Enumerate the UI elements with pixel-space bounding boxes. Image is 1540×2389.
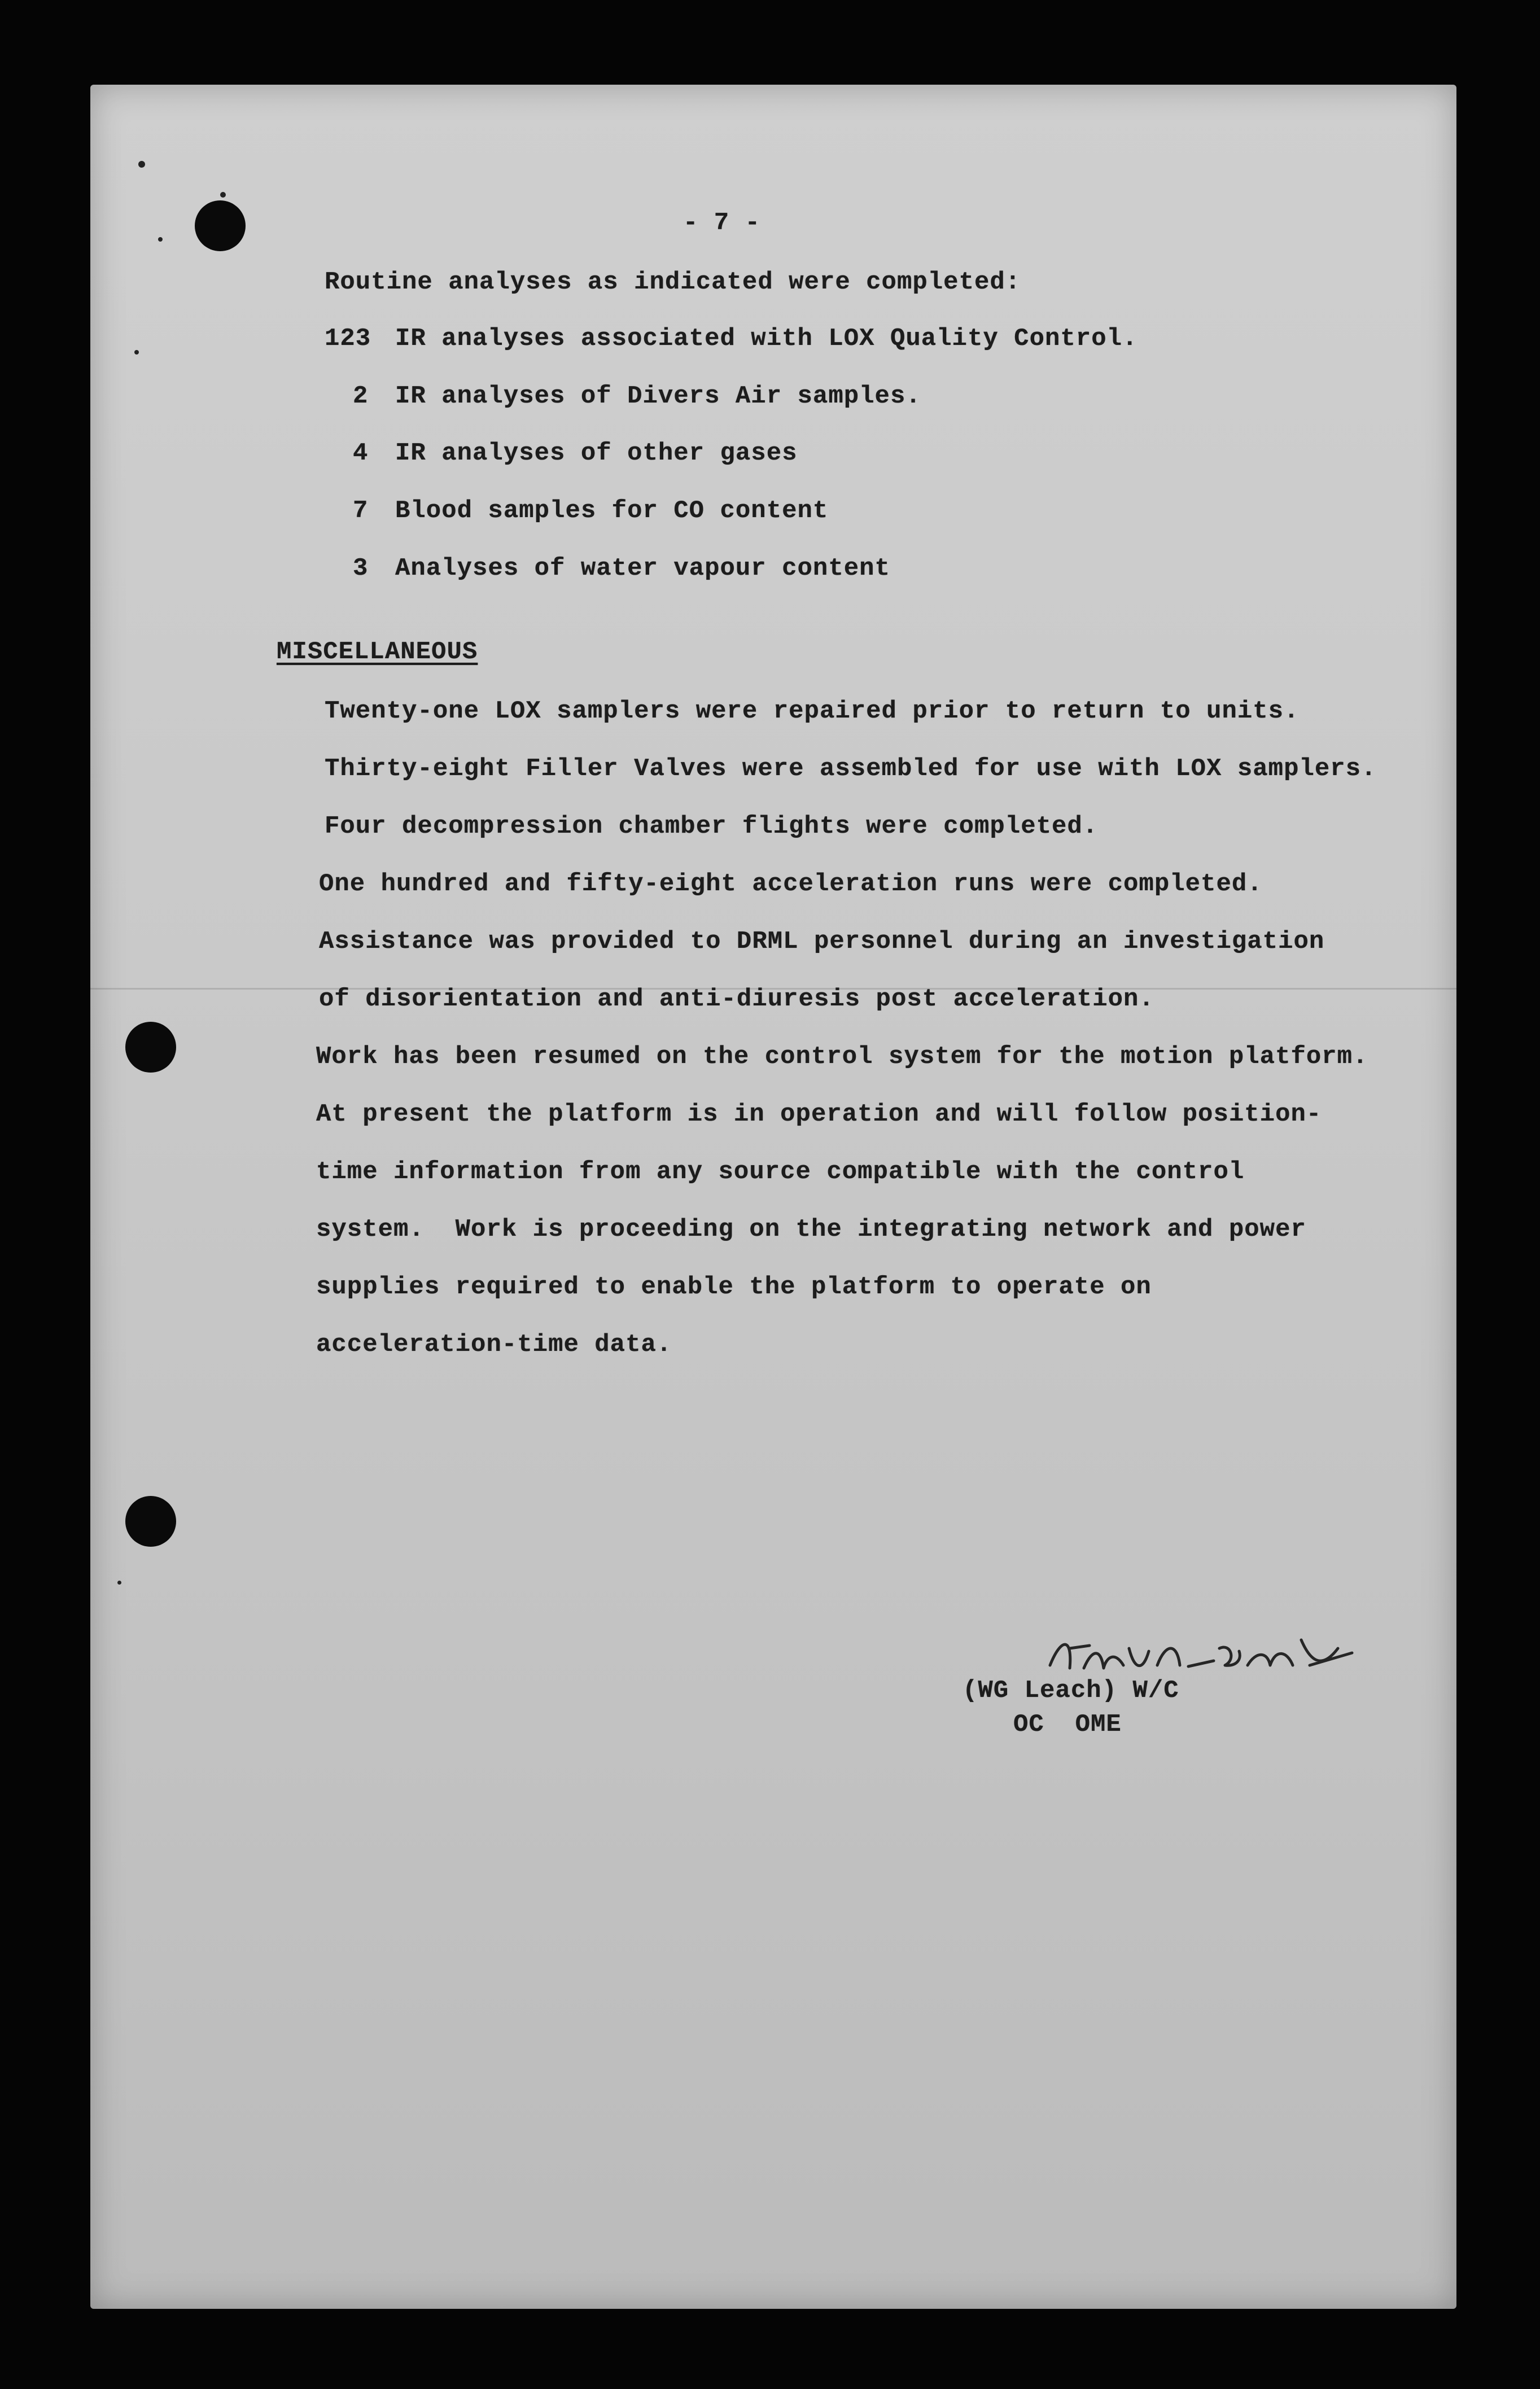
misc-line: Work has been resumed on the control system for the motion platform. (316, 1043, 1368, 1071)
routine-count: 123 (325, 325, 371, 353)
misc-line: One hundred and fifty-eight acceleration runs were completed. (319, 870, 1263, 898)
misc-line: Twenty-one LOX samplers were repaired prior to return to units. (325, 697, 1300, 725)
signature-title: OC OME (1013, 1710, 1122, 1739)
misc-line: system. Work is proceeding on the integrating network and power (316, 1215, 1306, 1244)
misc-line: Four decompression chamber flights were completed. (325, 812, 1099, 841)
misc-line: time information from any source compatible with the control (316, 1158, 1245, 1186)
misc-line: Thirty-eight Filler Valves were assembled for use with LOX samplers. (325, 755, 1377, 783)
routine-item-text: Blood samples for CO content (395, 497, 829, 525)
speck-mark (138, 161, 145, 168)
routine-count: 2 (353, 382, 369, 410)
routine-count: 4 (353, 439, 369, 467)
routine-intro: Routine analyses as indicated were completed: (325, 268, 1021, 296)
punch-hole-top (195, 200, 246, 251)
routine-item-text: IR analyses associated with LOX Quality Control. (395, 325, 1138, 353)
misc-line: At present the platform is in operation and will follow position- (316, 1100, 1322, 1128)
routine-count: 7 (353, 497, 369, 525)
punch-hole-bottom (125, 1496, 176, 1547)
misc-line: acceleration-time data. (316, 1331, 672, 1359)
punch-hole-middle (125, 1022, 176, 1073)
section-heading-miscellaneous: MISCELLANEOUS (277, 638, 478, 666)
routine-item-text: IR analyses of other gases (395, 439, 798, 467)
misc-line: supplies required to enable the platform to operate on (316, 1273, 1152, 1301)
signature-name: (WG Leach) W/C (963, 1677, 1179, 1705)
document-page (90, 85, 1456, 2309)
speck-mark (220, 192, 226, 198)
page-number: - 7 - (683, 209, 761, 237)
misc-line: of disorientation and anti-diuresis post acceleration. (319, 985, 1154, 1013)
speck-mark (117, 1581, 121, 1585)
speck-mark (158, 237, 163, 242)
routine-item-text: Analyses of water vapour content (395, 554, 890, 583)
routine-count: 3 (353, 554, 369, 583)
misc-line: Assistance was provided to DRML personnel during an investigation (319, 927, 1325, 956)
routine-item-text: IR analyses of Divers Air samples. (395, 382, 921, 410)
speck-mark (134, 350, 139, 355)
